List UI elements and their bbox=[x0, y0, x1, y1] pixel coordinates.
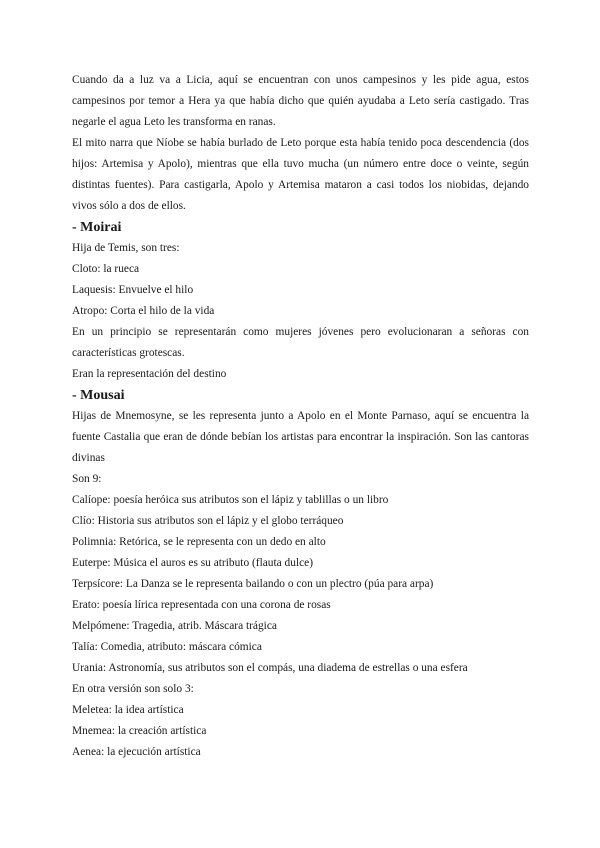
moirai-destiny-line: Eran la representación del destino bbox=[72, 368, 227, 380]
document-page bbox=[72, 70, 529, 763]
moirai-laquesis-line: Laquesis: Envuelve el hilo bbox=[72, 284, 194, 296]
muse-line: Calíope: poesía heróica sus atributos son el lápiz y tablillas o un libro bbox=[72, 494, 389, 506]
intro-paragraph-leto: Cuando da a luz va a Licia, aquí se encuentran con unos campesinos y les pide agua, estos campesinos por temor a Hera ya que había dicho que quién ayudaba a Leto sería castigado. Tras negarle el agua Leto les transforma en ranas. bbox=[72, 74, 529, 128]
mousai-count-line: Son 9: bbox=[72, 473, 102, 485]
muse-line: Clío: Historia sus atributos son el lápiz y el globo terráqueo bbox=[72, 515, 344, 527]
muse-line: Talía: Comedia, atributo: máscara cómica bbox=[72, 641, 262, 653]
intro-paragraph-niobe: El mito narra que Níobe se había burlado de Leto porque esta había tenido poca descendencia (dos hijos: Artemisa y Apolo), mientras que ella tuvo mucha (un número entre doce o veinte, según distintas fuentes). Para castigarla, Apolo y Artemisa mataron a casi todos los niobidas, dejando vivos sólo a dos de ellos. bbox=[72, 137, 529, 212]
heading-moirai: - Moirai bbox=[72, 220, 122, 235]
muse-line: Euterpe: Música el auros es su atributo (flauta dulce) bbox=[72, 557, 314, 569]
muse-alt-line: Meletea: la idea artística bbox=[72, 704, 184, 716]
moirai-cloto-line: Cloto: la rueca bbox=[72, 263, 140, 275]
muse-alt-line: Aenea: la ejecución artística bbox=[72, 746, 201, 758]
muse-line: Melpómene: Tragedia, atrib. Máscara trágica bbox=[72, 620, 277, 632]
muse-line: Erato: poesía lírica representada con una corona de rosas bbox=[72, 599, 331, 611]
muse-line: Polimnia: Retórica, se le representa con un dedo en alto bbox=[72, 536, 326, 548]
moirai-intro-line: Hija de Temis, son tres: bbox=[72, 242, 180, 254]
moirai-atropo-line: Atropo: Corta el hilo de la vida bbox=[72, 305, 215, 317]
moirai-representation-paragraph: En un principio se representarán como mujeres jóvenes pero evolucionaran a señoras con características grotescas. bbox=[72, 326, 529, 359]
muse-line: Terpsícore: La Danza se le representa bailando o con un plectro (púa para arpa) bbox=[72, 578, 434, 590]
muse-line: Urania: Astronomía, sus atributos son el compás, una diadema de estrellas o una esfera bbox=[72, 662, 468, 674]
muse-alt-line: Mnemea: la creación artística bbox=[72, 725, 207, 737]
mousai-other-version-line: En otra versión son solo 3: bbox=[72, 683, 194, 695]
heading-mousai: - Mousai bbox=[72, 388, 125, 403]
mousai-intro-paragraph: Hijas de Mnemosyne, se les representa junto a Apolo en el Monte Parnaso, aquí se encuentra la fuente Castalia que eran de dónde bebían los artistas para encontrar la inspiración. Son las cantoras divinas bbox=[72, 410, 529, 464]
